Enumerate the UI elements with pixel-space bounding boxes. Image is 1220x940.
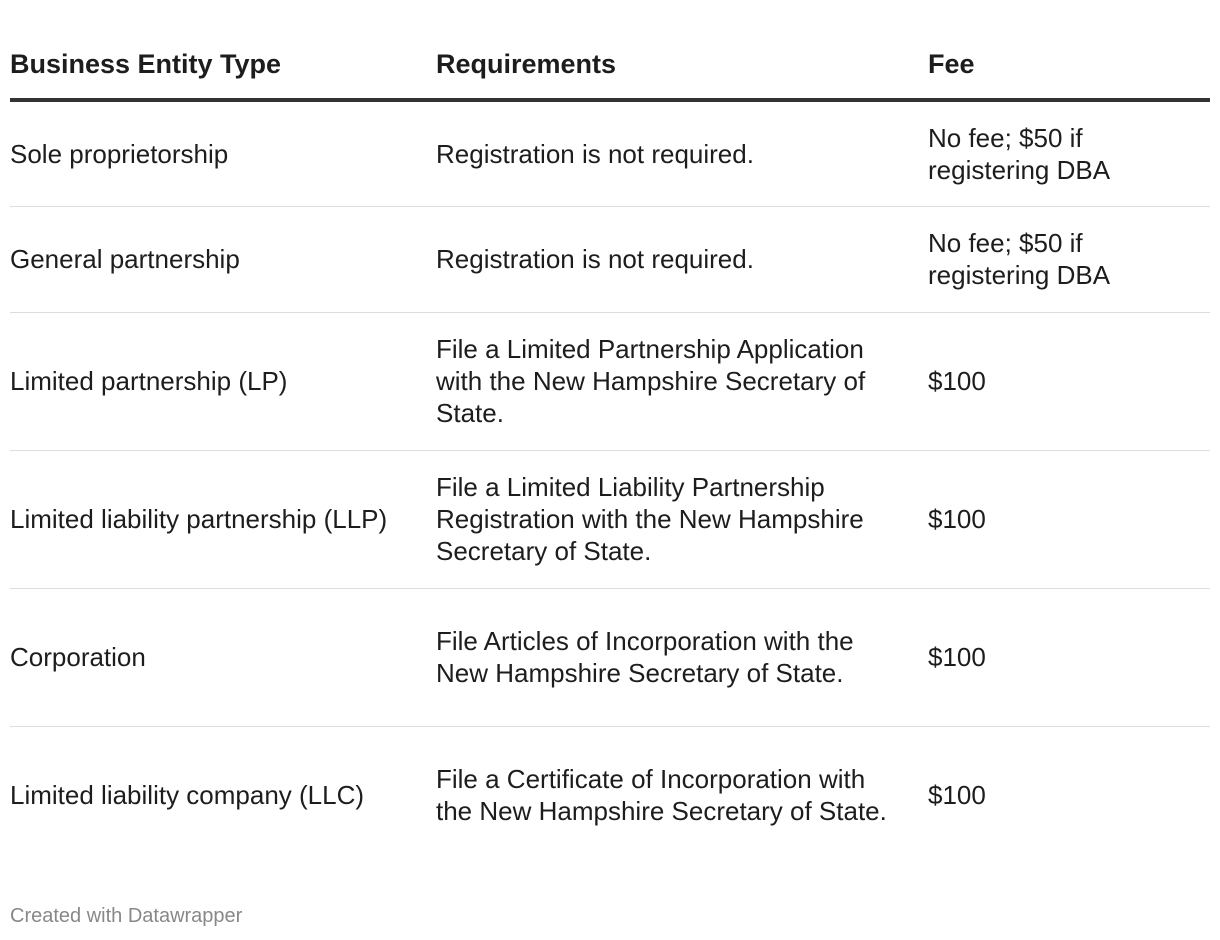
entity-type-text: Limited liability partnership (LLP) <box>10 504 388 534</box>
requirements-cell <box>436 588 928 726</box>
fee-cell <box>928 588 1210 726</box>
requirements-text: File a Limited Partnership Application with the New Hampshire Secretary of State. <box>436 334 866 428</box>
column-header-requirements[interactable]: Requirements <box>436 40 928 100</box>
entity-type-cell <box>10 100 436 206</box>
entity-type-text: Sole proprietorship <box>10 138 229 169</box>
table-row <box>10 450 1210 588</box>
requirements-text: Registration is not required. <box>436 244 754 274</box>
table-row <box>10 312 1210 450</box>
fee-text: No fee; $50 if registering DBA <box>928 228 1111 290</box>
requirements-text: File a Certificate of Incorporation with the New Hampshire Secretary of State. <box>436 764 887 827</box>
entity-type-cell <box>10 312 436 450</box>
entity-type-text: Limited partnership (LP) <box>10 366 288 396</box>
entity-type-cell <box>10 588 436 726</box>
fee-cell <box>928 726 1210 864</box>
requirements-cell <box>436 726 928 864</box>
requirements-cell <box>436 312 928 450</box>
requirements-cell <box>436 100 928 206</box>
fee-cell <box>928 312 1210 450</box>
requirements-text: Registration is not required. <box>436 138 754 169</box>
requirements-cell <box>436 206 928 312</box>
datawrapper-credit[interactable]: Created with Datawrapper <box>10 905 243 927</box>
business-entity-table <box>10 40 1210 864</box>
entity-type-text: General partnership <box>10 244 240 274</box>
entity-type-cell <box>10 450 436 588</box>
fee-text: $100 <box>928 366 986 396</box>
fee-text: $100 <box>928 642 986 672</box>
table-header <box>10 40 1210 100</box>
entity-type-text: Corporation <box>10 642 146 672</box>
column-header-entity-type[interactable]: Business Entity Type <box>10 40 436 100</box>
column-header-fee[interactable]: Fee <box>928 40 1210 100</box>
entity-type-cell <box>10 206 436 312</box>
fee-cell <box>928 206 1210 312</box>
table-row <box>10 726 1210 864</box>
data-table-container <box>10 40 1210 864</box>
fee-text: $100 <box>928 504 986 534</box>
requirements-text: File Articles of Incorporation with the New Hampshire Secretary of State. <box>436 626 854 688</box>
entity-type-text: Limited liability company (LLC) <box>10 780 365 811</box>
table-row <box>10 100 1210 206</box>
entity-type-cell <box>10 726 436 864</box>
requirements-text: File a Limited Liability Partnership Registration with the New Hampshire Secretary of State. <box>436 472 864 566</box>
fee-cell <box>928 100 1210 206</box>
fee-cell <box>928 450 1210 588</box>
table-row <box>10 588 1210 726</box>
table-row <box>10 206 1210 312</box>
fee-text: No fee; $50 if registering DBA <box>928 122 1111 185</box>
header-row <box>10 40 1210 100</box>
fee-text: $100 <box>928 780 986 811</box>
table-body <box>10 100 1210 864</box>
requirements-cell <box>436 450 928 588</box>
